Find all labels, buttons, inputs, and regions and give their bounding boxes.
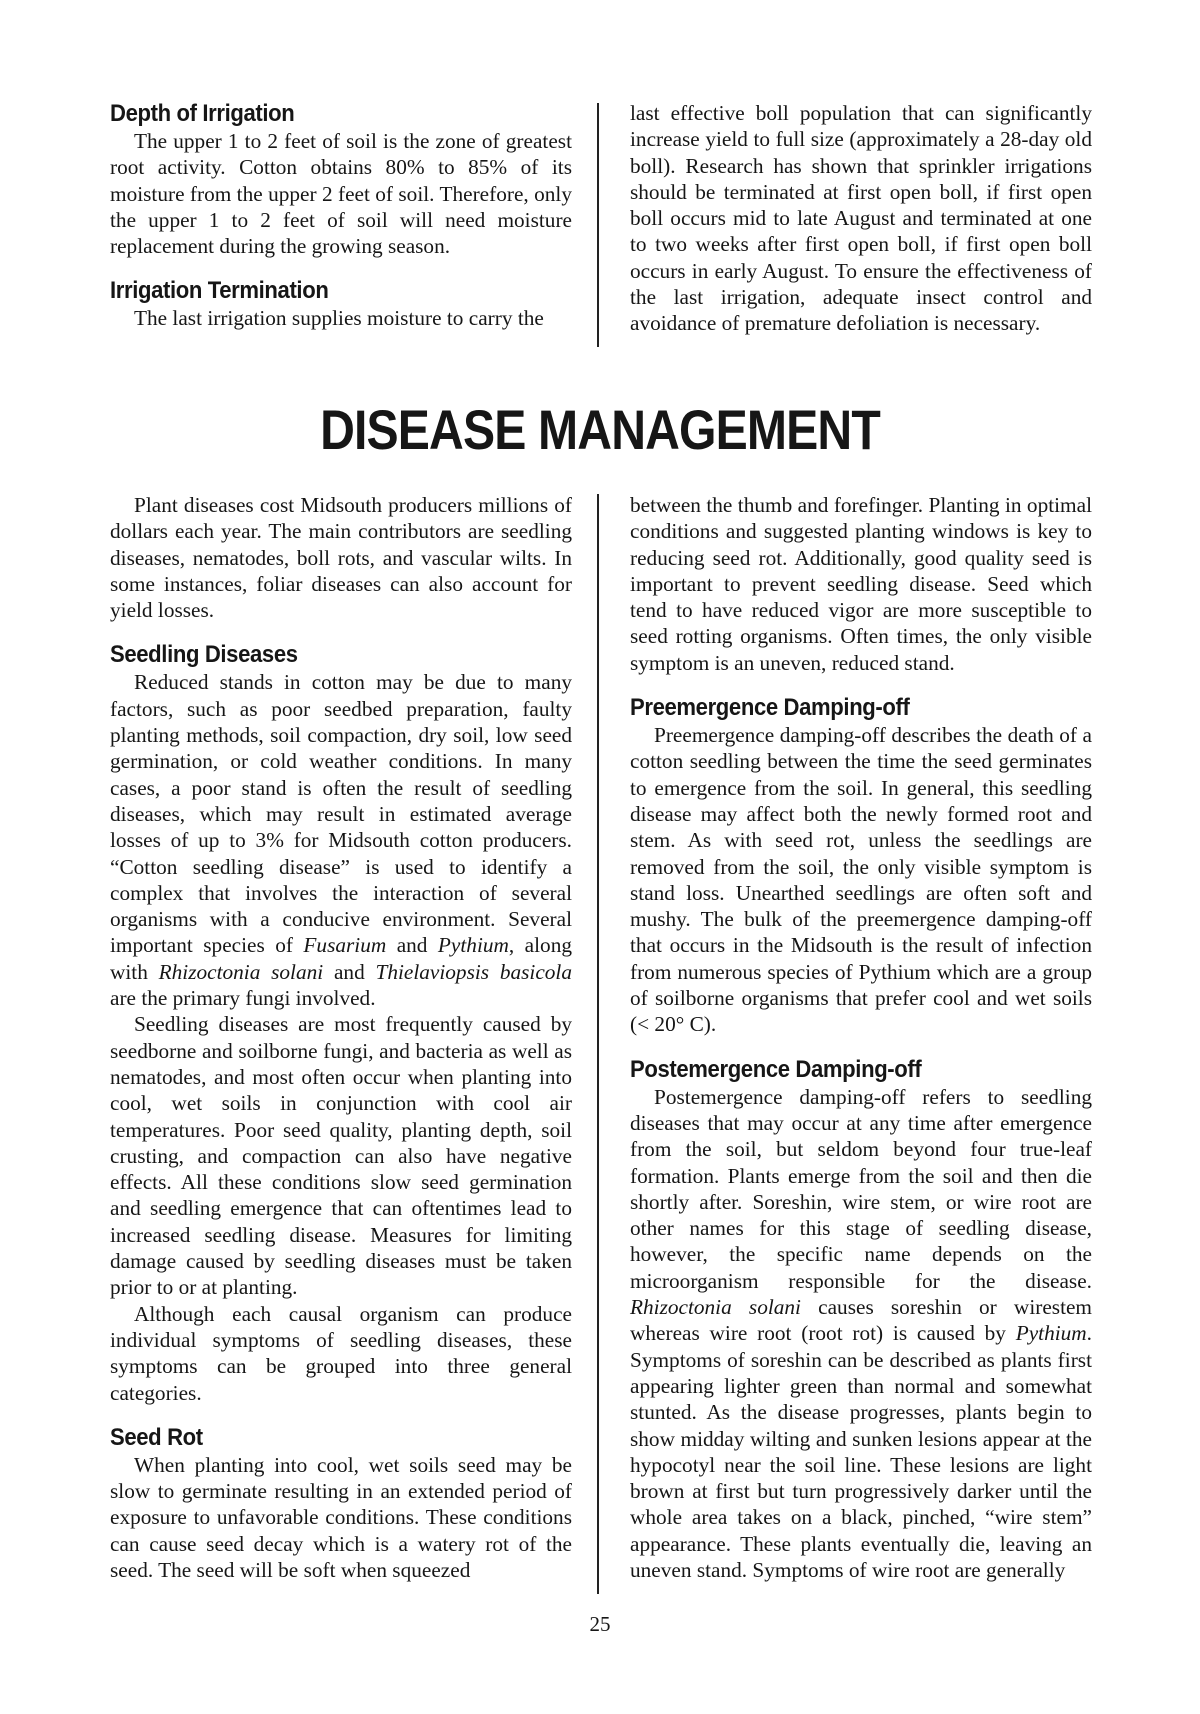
column-divider-top — [597, 103, 599, 347]
depth-of-irrigation-paragraph: The upper 1 to 2 feet of soil is the zone of greatest root activity. Cotton obtains 80% to 85% of its moisture from the upper 2 feet of soil. Therefore, only the upper 1 to 2 feet of soil will need moisture replacement during the growing season. — [110, 129, 572, 259]
disease-left-column — [110, 492, 572, 1583]
seedling-diseases-heading: Seedling Diseases — [110, 641, 298, 669]
irrigation-right-column — [630, 100, 1092, 337]
rhizoctonia-term: Rhizoctonia solani — [158, 959, 324, 984]
preemergence-paragraph: Preemergence damping-off describes the death of a cotton seedling between the time the seed germinates to emergence from the soil. In general, this seedling disease may affect both the newly formed root and stem. As with seed rot, unless the seedlings are removed from the soil, the only visible symptom is stand loss. Unearthed seedlings are often soft and mushy. The bulk of the preemergence damping-off that occurs in the Midsouth is the result of infection from numerous species of Pythium which are a group of soilborne organisms that prefer cool and wet soils (< 20° C). — [630, 723, 1092, 1037]
irrigation-termination-heading: Irrigation Termination — [110, 277, 329, 305]
seed-rot-continued: between the thumb and forefinger. Planting in optimal conditions and suggested planting windows is key to reducing seed rot. Additionally, good quality seed is important to prevent seedling disease. Seed which tend to have reduced vigor are more susceptible to seed rotting organisms. Often times, the only visible symptom is an uneven, reduced stand. — [630, 493, 1092, 675]
irrigation-left-column — [110, 100, 572, 332]
disease-intro-paragraph: Plant diseases cost Midsouth producers millions of dollars each year. The main contributors are seedling diseases, nematodes, boll rots, and vascular wilts. In some instances, foliar diseases can also account for yield losses. — [110, 493, 572, 623]
pythium-term: Pythium — [437, 933, 509, 958]
seedling-diseases-paragraph-2: Seedling diseases are most frequently caused by seedborne and soilborne fungi, and bacteria as well as nematodes, and most often occur when planting into cool, wet soils in conjunction with cool air temperatures. Poor seed quality, planting depth, soil crusting, and compaction can also have negative effects. All these conditions slow seed germination and seedling emergence that can oftentimes lead to increased seedling disease. Measures for limiting damage caused by seedling diseases must be taken prior to or at planting. — [110, 1012, 572, 1300]
rhizoctonia-term: Rhizoctonia solani — [630, 1295, 801, 1320]
seedling-diseases-paragraph-1: Reduced stands in cotton may be due to many factors, such as poor seedbed preparation, faulty planting methods, soil compaction, dry soil, low seed germination, or cold weather conditions. In many cases, a poor stand is often the result of seedling diseases, which may result in estimated average losses of up to 3% for Midsouth cotton producers. “Cotton seedling disease” is used to identify a complex that involves the interaction of several organisms with a conducive environment. Several important species of Fusarium and Pythium, along with Rhizoctonia solani and Thielaviopsis basicola are the primary fungi involved. — [110, 670, 572, 1011]
seed-rot-heading: Seed Rot — [110, 1423, 203, 1451]
postemergence-heading: Postemergence Damping-off — [630, 1055, 922, 1083]
preemergence-heading: Preemergence Damping-off — [630, 694, 910, 722]
column-divider-bottom — [597, 494, 599, 1594]
seedling-diseases-paragraph-3: Although each causal organism can produce individual symptoms of seedling diseases, these symptoms can be grouped into three general categories. — [110, 1301, 572, 1405]
depth-of-irrigation-heading: Depth of Irrigation — [110, 100, 295, 127]
pythium-term: Pythium — [1015, 1321, 1087, 1346]
thielaviopsis-term: Thielaviopsis basicola — [375, 959, 572, 984]
irrigation-termination-continued: last effective boll population that can significantly increase yield to full size (approximately a 28-day old boll). Research has shown that sprinkler irrigations should be terminated at first open boll, if first open boll occurs mid to late August and terminated at one to two weeks after first open boll, if first open boll occurs in early August. To ensure the effectiveness of the last irrigation, adequate insect control and avoidance of premature defoliation is necessary. — [630, 101, 1092, 336]
fusarium-term: Fusarium — [303, 933, 387, 958]
page-number: 25 — [589, 1612, 611, 1636]
irrigation-termination-paragraph: The last irrigation supplies moisture to carry the — [134, 306, 544, 331]
disease-right-column — [630, 492, 1092, 1583]
postemergence-paragraph: Postemergence damping-off refers to seedling diseases that may occur at any time after emergence from the soil, but seldom beyond four true-leaf formation. Plants emerge from the soil and then die shortly after. Soreshin, wire stem, or wire root are other names for this stage of seedling disease, however, the specific name depends on the microorganism responsible for the disease. Rhizoctonia solani causes soreshin or wirestem whereas wire root (root rot) is caused by Pythium. Symptoms of soreshin can be described as plants first appearing lighter green than normal and somewhat stunted. As the disease progresses, plants begin to show midday wilting and sunken lesions appear at the hypocotyl near the soil line. These lesions are light brown at first but turn progressively darker until the whole area takes on a black, pinched, “wire stem” appearance. These plants eventually die, leaving an uneven stand. Symptoms of wire root are generally — [630, 1084, 1093, 1582]
section-title: DISEASE MANAGEMENT — [320, 398, 880, 461]
seed-rot-paragraph: When planting into cool, wet soils seed may be slow to germinate resulting in an extended period of exposure to unfavorable conditions. These conditions can cause seed decay which is a watery rot of the seed. The seed will be soft when squeezed — [110, 1452, 572, 1582]
